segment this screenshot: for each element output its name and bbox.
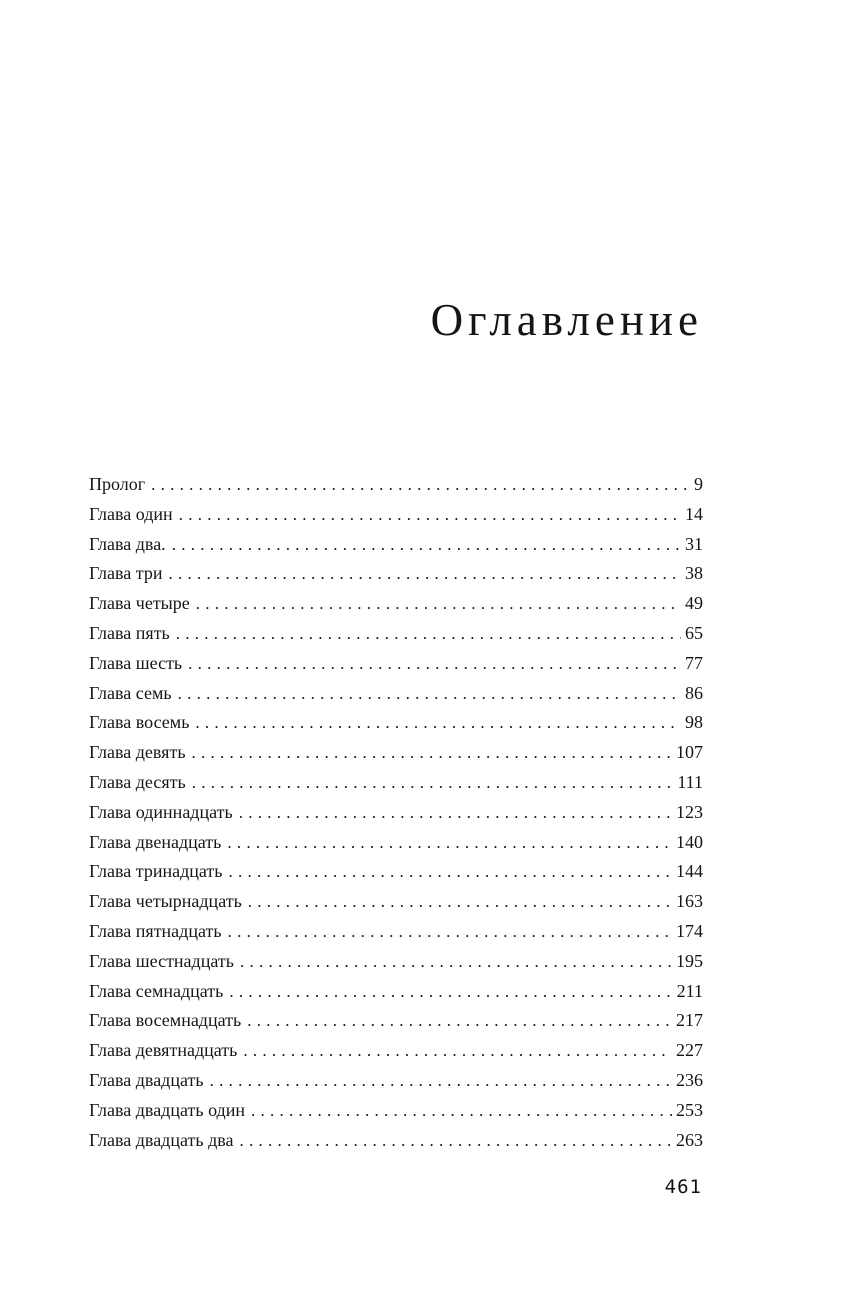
toc-entry-title: Глава пятнадцать: [89, 920, 222, 941]
toc-entry-title: Глава семь: [89, 682, 172, 703]
toc-entry-page: 107: [676, 742, 703, 763]
dot-leader: [210, 1066, 672, 1096]
dot-leader: [229, 977, 672, 1007]
dot-leader: [239, 1126, 672, 1156]
toc-entry: [89, 828, 703, 858]
toc-entry-title: Глава восемь: [89, 712, 190, 733]
toc-entry: [89, 679, 703, 709]
toc-entry-title: Глава семнадцать: [89, 980, 224, 1001]
dot-leader: [188, 649, 681, 679]
toc-entry-title: Глава два.: [89, 533, 166, 554]
toc-entry-page: 49: [685, 593, 703, 614]
toc-entry-page: 217: [676, 1010, 703, 1031]
page-number: 461: [664, 1176, 702, 1198]
toc-entry: [89, 470, 703, 500]
toc-entry: [89, 708, 703, 738]
toc-entry: [89, 917, 703, 947]
toc-entry-page: 236: [676, 1069, 703, 1090]
toc-entry: [89, 559, 703, 589]
toc-entry-page: 98: [685, 712, 703, 733]
toc-entry-title: Глава двадцать: [89, 1069, 204, 1090]
toc-entry-page: 253: [676, 1099, 703, 1120]
toc-entry-page: 227: [676, 1040, 703, 1061]
toc-entry-title: Глава три: [89, 563, 163, 584]
toc-entry: [89, 1096, 703, 1126]
dot-leader: [196, 589, 681, 619]
toc-entry-title: Пролог: [89, 474, 146, 494]
page-title: Оглавление: [430, 295, 703, 345]
toc-entry-title: Глава восемнадцать: [89, 1010, 242, 1031]
toc-entry: [89, 887, 703, 917]
toc-entry-title: Глава четыре: [89, 593, 190, 614]
toc-entry-title: Глава девять: [89, 742, 186, 763]
toc-entry-title: Глава один: [89, 503, 173, 524]
toc-entry: [89, 798, 703, 828]
dot-leader: [229, 857, 672, 887]
toc-entry-page: 65: [685, 622, 703, 643]
toc-entry-title: Глава двадцать два: [89, 1129, 234, 1150]
dot-leader: [192, 738, 672, 768]
dot-leader: [172, 530, 681, 560]
toc-entry: [89, 738, 703, 768]
toc-entry: [89, 947, 703, 977]
dot-leader: [192, 768, 674, 798]
toc-entry-page: 163: [676, 891, 703, 912]
toc-entry: [89, 1036, 703, 1066]
dot-leader: [176, 619, 681, 649]
dot-leader: [169, 559, 682, 589]
dot-leader: [195, 708, 681, 738]
toc-entry: [89, 619, 703, 649]
dot-leader: [248, 887, 672, 917]
table-of-contents: [89, 470, 703, 1155]
dot-leader: [151, 470, 689, 500]
toc-entry-title: Глава двенадцать: [89, 831, 222, 852]
dot-leader: [251, 1096, 672, 1126]
toc-entry: [89, 768, 703, 798]
toc-entry-title: Глава девятнадцать: [89, 1040, 238, 1061]
dot-leader: [179, 500, 681, 530]
toc-entry-page: 211: [676, 980, 703, 1001]
toc-entry-page: 77: [685, 652, 703, 673]
toc-entry-page: 38: [685, 563, 703, 584]
toc-entry-title: Глава пять: [89, 622, 170, 643]
toc-entry-page: 9: [694, 474, 703, 494]
toc-entry: [89, 589, 703, 619]
toc-entry-title: Глава двадцать один: [89, 1099, 245, 1120]
dot-leader: [247, 1006, 672, 1036]
toc-entry: [89, 649, 703, 679]
dot-leader: [240, 947, 672, 977]
toc-entry: [89, 530, 703, 560]
dot-leader: [239, 798, 672, 828]
dot-leader: [243, 1036, 672, 1066]
toc-entry-page: 31: [685, 533, 703, 554]
toc-entry-page: 86: [685, 682, 703, 703]
dot-leader: [178, 679, 681, 709]
toc-entry: [89, 500, 703, 530]
toc-entry-page: 263: [676, 1129, 703, 1150]
dot-leader: [227, 828, 672, 858]
toc-entry-title: Глава десять: [89, 771, 186, 792]
toc-entry-page: 144: [676, 861, 703, 882]
toc-entry-page: 140: [676, 831, 703, 852]
toc-entry: [89, 977, 703, 1007]
toc-entry: [89, 1066, 703, 1096]
toc-entry-page: 195: [676, 950, 703, 971]
toc-entry-page: 14: [685, 503, 703, 524]
toc-entry-title: Глава тринадцать: [89, 861, 223, 882]
toc-entry: [89, 1006, 703, 1036]
toc-entry-title: Глава четырнадцать: [89, 891, 242, 912]
dot-leader: [228, 917, 672, 947]
toc-entry-title: Глава одиннадцать: [89, 801, 233, 822]
toc-entry-page: 123: [676, 801, 703, 822]
toc-entry-page: 111: [677, 771, 703, 792]
toc-entry-page: 174: [676, 920, 703, 941]
toc-entry: [89, 857, 703, 887]
toc-entry-title: Глава шесть: [89, 652, 183, 673]
toc-entry: [89, 1126, 703, 1156]
toc-entry-title: Глава шестнадцать: [89, 950, 234, 971]
